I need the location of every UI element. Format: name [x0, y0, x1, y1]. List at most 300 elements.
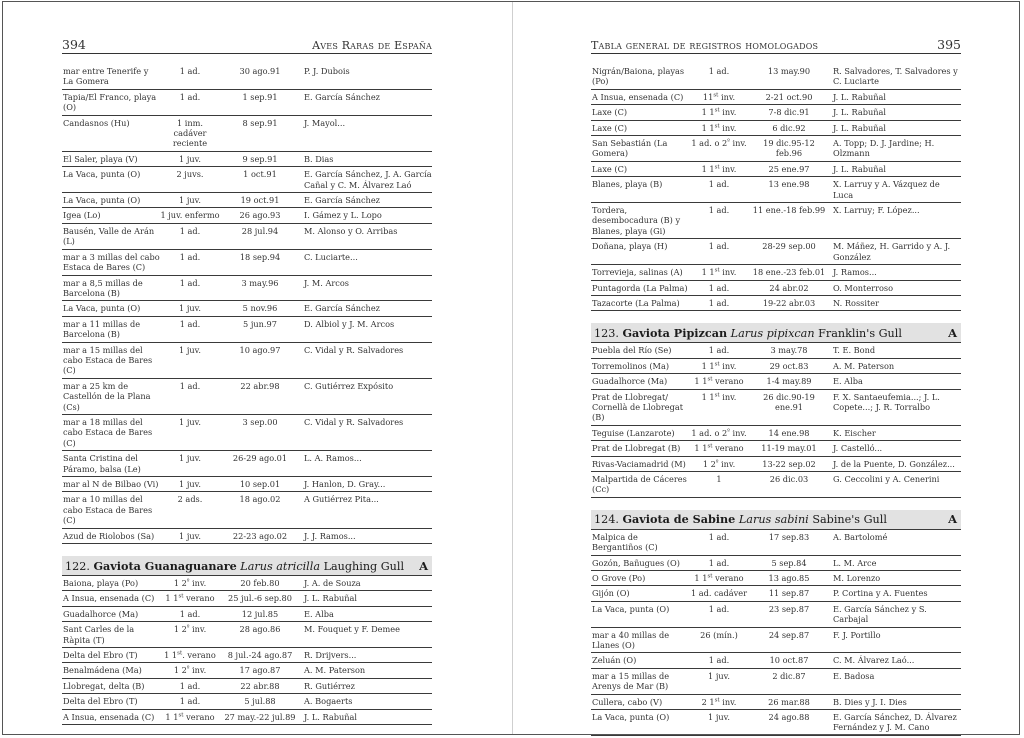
running-title: Aves Raras de España [312, 39, 432, 52]
date-cell: 13-22 sep.02 [762, 458, 816, 469]
date-cell: 12 jul.85 [241, 608, 279, 619]
table-row [591, 426, 961, 441]
date-cell: 1 oct.91 [243, 169, 277, 180]
date-cell: 11 ene.-18 feb.99 [752, 205, 826, 216]
table-row [591, 530, 961, 556]
location-cell: mar a 8,5 millas de Barcelona (B) [63, 277, 143, 298]
location-cell: mar entre Tenerife y La Gomera [63, 66, 149, 87]
date-cell: 3 may.96 [241, 277, 279, 288]
count-cell: 1 ad. [179, 251, 201, 262]
count-cell: 1 ad. [179, 696, 201, 707]
date-cell: 11-19 may.01 [761, 443, 817, 454]
count-cell: 1 ad. cadáver [690, 588, 748, 599]
date-cell: 23 sep.87 [768, 603, 810, 614]
species-latin-name: Larus sabini [738, 513, 809, 527]
observers-cell: G. Ceccolini y A. Cenerini [833, 473, 940, 484]
table-row [591, 281, 961, 296]
table-row [62, 224, 432, 250]
observers-cell: T. E. Bond [833, 345, 876, 356]
observers-cell: R. Drijvers... [304, 650, 357, 661]
species-title [594, 326, 902, 340]
observers-cell: E. García Sánchez, D. Álvarez Fernández y J. M. Cano [833, 712, 957, 733]
count-cell: 1 $2^º$ inv. [173, 624, 207, 635]
location-cell: Puntagorda (La Palma) [592, 282, 688, 293]
location-cell: A Insua, ensenada (C) [63, 711, 155, 722]
date-cell: 22 abr.88 [240, 680, 280, 691]
observers-cell: E. García Sánchez [304, 195, 380, 206]
count-cell: 1 ad. [179, 608, 201, 619]
date-cell: 3 may.78 [770, 345, 808, 356]
date-cell: 20 feb.80 [240, 578, 280, 589]
table-row [591, 710, 961, 736]
location-cell: mar a 15 millas del cabo Estaca de Bares (C) [63, 344, 153, 376]
location-cell: Zeluán (O) [592, 655, 637, 666]
table-row [591, 441, 961, 456]
count-cell: 1 ad. [179, 225, 201, 236]
location-cell: Cullera, cabo (V) [592, 696, 663, 707]
species-header [591, 323, 961, 343]
location-cell: Gozón, Bañugues (O) [592, 557, 680, 568]
date-cell: 24 sep.87 [768, 629, 810, 640]
count-cell: 1 juv. [179, 479, 201, 489]
count-cell: 1 ad. [708, 603, 730, 614]
location-cell: Doñana, playa (H) [592, 241, 668, 252]
count-cell: 1 juv. [179, 195, 201, 206]
species-category: A [419, 558, 428, 573]
date-cell: 26 ago.93 [239, 210, 281, 221]
date-cell: 18 ene.-23 feb.01 [752, 267, 826, 278]
date-cell: 7-8 dic.91 [768, 107, 810, 118]
table-row [591, 265, 961, 280]
table-row [62, 193, 432, 208]
count-cell: 1 juv. [708, 712, 730, 723]
observers-cell: N. Rossiter [833, 297, 880, 308]
table-row [62, 167, 432, 193]
location-cell: La Vaca, punta (O) [63, 195, 141, 206]
count-cell: 1 1st verano [694, 443, 744, 454]
records-table [591, 530, 961, 736]
table-row [591, 628, 961, 654]
location-cell: Teguise (Lanzarote) [592, 427, 675, 438]
observers-cell: J. L. Rabuñal [833, 91, 887, 102]
species-english-name: Sabine's Gull [812, 513, 887, 527]
table-row [591, 669, 961, 695]
date-cell: 28 jul.94 [241, 225, 279, 236]
observers-cell: R. Salvadores, T. Salvadores y C. Luciarte [833, 66, 958, 87]
table-row [62, 679, 432, 694]
count-cell: 1 juv. [179, 416, 201, 427]
species-spanish-name: Gaviota de Sabine [622, 512, 736, 527]
location-cell: Baiona, playa (Po) [63, 578, 139, 589]
observers-cell: C. Luciarte... [304, 251, 358, 262]
count-cell: 2 juvs. [176, 169, 204, 180]
location-cell: mar a 11 millas de Barcelona (B) [63, 318, 141, 340]
observers-cell: P. Cortina y A. Fuentes [833, 588, 928, 599]
location-cell: Malpartida de Cáceres (Cc) [592, 473, 687, 495]
count-cell: 1 juv. [179, 453, 201, 464]
count-cell: 1 1st inv. [701, 360, 737, 371]
observers-cell: J. L. Rabuñal [833, 122, 887, 133]
count-cell: 1 ad. [708, 282, 730, 293]
location-cell: O Grove (Po) [592, 573, 646, 583]
table-row [62, 301, 432, 316]
date-cell: 29 oct.83 [769, 360, 809, 371]
count-cell: 2 ads. [177, 494, 203, 505]
location-cell: mar a 40 millas de Llanes (O) [592, 629, 670, 651]
location-cell: La Vaca, punta (O) [592, 603, 670, 614]
location-cell: Laxe (C) [592, 107, 628, 118]
table-row [62, 529, 432, 544]
table-row [591, 556, 961, 571]
date-cell: 1-4 may.89 [766, 376, 812, 387]
date-cell: 25 jul.-6 sep.80 [228, 593, 292, 604]
table-row [591, 177, 961, 203]
date-cell: 3 sep.00 [242, 416, 278, 427]
location-cell: El Saler, playa (V) [63, 153, 138, 164]
location-cell: Malpica de Bergantiños (C) [592, 531, 658, 553]
count-cell: 1 juv. [179, 344, 201, 355]
observers-cell: K. Eischer [833, 427, 876, 438]
observers-cell: E. García Sánchez [304, 91, 380, 102]
date-cell: 24 ago.88 [768, 712, 810, 723]
observers-cell: R. Gutiérrez [304, 680, 355, 691]
page-gutter [512, 2, 513, 734]
running-head [62, 36, 432, 54]
location-cell: Prat de Llobregat (B) [592, 443, 681, 454]
species-category: A [948, 325, 957, 340]
location-cell: mar al N de Bilbao (Vi) [63, 479, 159, 489]
date-cell: 22-23 ago.02 [232, 530, 288, 541]
date-cell: 5 nov.96 [242, 303, 278, 314]
observers-cell: F. X. Santaeufemia...; J. L. Copete...; J. R. Torralbo [833, 391, 940, 412]
table-row [591, 121, 961, 136]
species-number: 124. [594, 513, 619, 527]
observers-cell: J. L. Rabuñal [833, 107, 887, 118]
observers-cell: D. Albiol y J. M. Arcos [304, 318, 395, 329]
date-cell: 24 abr.02 [769, 282, 809, 293]
table-row [591, 90, 961, 105]
count-cell: 1 1st verano [165, 593, 215, 604]
table-row [62, 607, 432, 622]
species-latin-name: Larus pipixcan [730, 326, 815, 340]
table-row [62, 663, 432, 678]
records-table [591, 343, 961, 497]
date-cell: 10 oct.87 [769, 655, 809, 666]
observers-cell: P. J. Dubois [304, 66, 350, 76]
records-table [62, 64, 432, 544]
table-row [591, 203, 961, 239]
count-cell: 1 ad. [708, 241, 730, 252]
page-number: 394 [62, 37, 86, 52]
observers-cell: X. Larruy y A. Vázquez de Luca [833, 179, 940, 200]
observers-cell: J. L. Rabuñal [304, 593, 358, 604]
date-cell: 26-29 ago.01 [232, 453, 288, 464]
table-row [62, 576, 432, 591]
count-cell: 1 1st inv. [701, 163, 737, 174]
table-row [62, 317, 432, 343]
observers-cell: C. Vidal y R. Salvadores [304, 416, 404, 427]
table-row [591, 457, 961, 472]
observers-cell: J. M. Arcos [304, 277, 349, 288]
count-cell: 1 juv. enfermo [160, 210, 220, 221]
count-cell: 1 1st inv. [701, 107, 737, 118]
count-cell: 1 ad. [179, 277, 201, 288]
observers-cell: J. Ramos... [833, 267, 877, 278]
date-cell: 19 dic.95-12 feb.96 [763, 138, 815, 159]
table-row [591, 695, 961, 710]
count-cell: 1 ad. [708, 557, 730, 568]
date-cell: 11 sep.87 [768, 588, 810, 599]
count-cell: 1 ad. [179, 380, 201, 391]
date-cell: 1 sep.91 [242, 91, 278, 102]
count-cell: 11st inv. [702, 91, 736, 102]
count-cell: 1 ad. o $2^º$ inv. [691, 427, 747, 438]
observers-cell: C. M. Álvarez Laó... [833, 655, 915, 666]
table-row [591, 136, 961, 162]
species-english-name: Franklin's Gull [818, 326, 902, 340]
location-cell: Tazacorte (La Palma) [592, 297, 680, 308]
records-table [591, 64, 961, 311]
date-cell: 17 sep.83 [768, 531, 810, 542]
date-cell: 10 sep.01 [239, 479, 281, 489]
table-row [62, 250, 432, 276]
location-cell: Delta del Ebro (T) [63, 650, 138, 661]
table-row [62, 710, 432, 725]
location-cell: La Vaca, punta (O) [63, 169, 141, 180]
date-cell: 28 ago.86 [239, 624, 281, 635]
date-cell: 13 may.90 [767, 66, 811, 76]
count-cell: 1 ad. [708, 345, 730, 356]
right-page [591, 36, 961, 736]
species-title [594, 512, 887, 526]
location-cell: Laxe (C) [592, 163, 628, 174]
observers-cell: A. M. Paterson [833, 360, 895, 371]
species-latin-name: Larus atricilla [240, 559, 321, 573]
count-cell: 1 ad. [179, 66, 201, 76]
table-row [62, 64, 432, 90]
location-cell: Nigrán/Baiona, playas (Po) [592, 66, 685, 87]
location-cell: Tapia/El Franco, playa (O) [63, 91, 157, 113]
observers-cell: B. Dias [304, 153, 334, 164]
observers-cell: M. Lorenzo [833, 573, 881, 583]
table-row [62, 492, 432, 528]
count-cell: 1 1st verano [694, 376, 744, 387]
date-cell: 14 ene.98 [768, 427, 810, 438]
count-cell: 2 1st inv. [701, 696, 737, 707]
observers-cell: E. García Sánchez [304, 303, 380, 314]
count-cell: 1 1st verano [694, 573, 744, 583]
count-cell: 1 inm. cadáver reciente [172, 117, 208, 149]
count-cell: 1 $2^º$ inv. [173, 665, 207, 676]
species-english-name: Laughing Gull [323, 559, 405, 573]
date-cell: 26 dic.90-19 ene.91 [763, 391, 815, 412]
location-cell: Prat de Llobregat/ Cornellà de Llobregat (B) [592, 391, 684, 423]
date-cell: 27 may.-22 jul.89 [224, 711, 296, 722]
count-cell: 1 ad. o $2^º$ inv. [691, 138, 747, 149]
observers-cell: J. L. Rabuñal [304, 711, 358, 722]
count-cell: 1 ad. [708, 205, 730, 216]
location-cell: Torremolinos (Ma) [592, 360, 670, 371]
observers-cell: E. Alba [304, 608, 334, 619]
count-cell: 1 ad. [708, 655, 730, 666]
count-cell: 1 $2^º$ inv. [702, 458, 736, 469]
table-row [591, 602, 961, 628]
left-page [62, 36, 432, 725]
count-cell: 1 1st. verano [164, 650, 216, 661]
table-row [62, 379, 432, 415]
count-cell: 1 $2^º$ inv. [173, 578, 207, 589]
date-cell: 5 sep.84 [771, 557, 807, 568]
table-row [591, 472, 961, 498]
observers-cell: M. Fouquet y F. Demee [304, 624, 400, 635]
location-cell: A Insua, ensenada (C) [63, 593, 155, 604]
observers-cell: O. Monterroso [833, 282, 894, 293]
location-cell: Torrevieja, salinas (A) [592, 267, 683, 278]
observers-cell: L. M. Arce [833, 557, 877, 568]
count-cell: 1 1st inv. [701, 267, 737, 278]
observers-cell: A. Bogaerts [304, 696, 353, 707]
location-cell: Candasnos (Hu) [63, 117, 130, 128]
table-row [62, 591, 432, 606]
location-cell: Bausén, Valle de Arán (L) [63, 225, 155, 247]
date-cell: 30 ago.91 [239, 66, 281, 76]
count-cell: 1 [716, 473, 722, 484]
observers-cell: A Gutiérrez Pita... [304, 494, 379, 505]
count-cell: 1 ad. [708, 297, 730, 308]
species-header [591, 510, 961, 530]
location-cell: Sant Carles de la Ràpita (T) [63, 624, 135, 645]
date-cell: 5 jul.88 [244, 696, 276, 707]
running-head [591, 36, 961, 54]
count-cell: 1 juv. [179, 153, 201, 164]
date-cell: 26 dic.03 [769, 473, 809, 484]
location-cell: Blanes, playa (B) [592, 179, 663, 190]
date-cell: 13 ene.98 [768, 179, 810, 190]
location-cell: Llobregat, delta (B) [63, 680, 145, 691]
count-cell: 1 juv. [708, 670, 730, 681]
date-cell: 19-22 abr.03 [762, 297, 816, 308]
records-table [62, 576, 432, 725]
observers-cell: J. L. Rabuñal [833, 163, 887, 174]
date-cell: 2-21 oct.90 [765, 91, 813, 102]
location-cell: Guadalhorce (Ma) [592, 376, 668, 387]
location-cell: mar a 25 km de Castellón de la Plana (Cs) [63, 380, 151, 412]
observers-cell: J. de la Puente, D. González... [833, 458, 955, 469]
location-cell: Gijón (O) [592, 588, 630, 599]
observers-cell: A. Topp; D. J. Jardine; H. Olzmann [833, 138, 935, 159]
observers-cell: J. J. Ramos... [304, 530, 356, 541]
count-cell: 1 ad. [708, 66, 730, 76]
date-cell: 18 sep.94 [239, 251, 281, 262]
table-row [591, 571, 961, 586]
table-row [62, 116, 432, 152]
count-cell: 1 ad. [708, 531, 730, 542]
observers-cell: E. Alba [833, 376, 863, 387]
species-spanish-name: Gaviota Pipizcan [622, 325, 728, 340]
species-number: 122. [65, 559, 90, 573]
table-row [62, 90, 432, 116]
location-cell: Benalmádena (Ma) [63, 665, 142, 676]
table-row [62, 343, 432, 379]
date-cell: 25 ene.97 [768, 163, 810, 174]
table-row [62, 694, 432, 709]
table-row [591, 343, 961, 358]
table-row [62, 276, 432, 302]
date-cell: 13 ago.85 [768, 573, 810, 583]
date-cell: 17 ago.87 [239, 665, 281, 676]
date-cell: 8 sep.91 [242, 117, 278, 128]
date-cell: 9 sep.91 [242, 153, 278, 164]
observers-cell: B. Dies y J. I. Dies [833, 696, 907, 707]
date-cell: 18 ago.02 [239, 494, 281, 505]
observers-cell: M. Alonso y O. Arribas [304, 225, 398, 236]
location-cell: mar a 3 millas del cabo Estaca de Bares (C) [63, 251, 160, 273]
count-cell: 1 1st verano [165, 711, 215, 722]
table-row [62, 648, 432, 663]
location-cell: Santa Cristina del Páramo, balsa (Le) [63, 453, 141, 474]
count-cell: 1 ad. [179, 680, 201, 691]
table-row [62, 208, 432, 223]
table-row [591, 374, 961, 389]
table-row [591, 239, 961, 265]
table-row [62, 622, 432, 648]
count-cell: 1 ad. [708, 179, 730, 190]
location-cell: Delta del Ebro (T) [63, 696, 138, 707]
observers-cell: X. Larruy; F. López... [833, 205, 920, 216]
observers-cell: F. J. Portillo [833, 629, 881, 640]
observers-cell: E. García Sánchez, J. A. García Cañal y C. M. Álvarez Laó [304, 169, 432, 190]
observers-cell: M. Máñez, H. Garrido y A. J. González [833, 241, 951, 262]
observers-cell: J. Castelló... [833, 443, 883, 454]
location-cell: mar a 15 millas de Arenys de Mar (B) [592, 670, 670, 692]
location-cell: Azud de Riolobos (Sa) [63, 530, 155, 541]
observers-cell: E. Badosa [833, 670, 875, 681]
observers-cell: L. A. Ramos... [304, 453, 362, 464]
observers-cell: J. A. de Souza [304, 578, 361, 589]
table-row [591, 359, 961, 374]
table-row [62, 451, 432, 477]
location-cell: Puebla del Río (Se) [592, 345, 672, 356]
location-cell: Laxe (C) [592, 122, 628, 133]
location-cell: A Insua, ensenada (C) [592, 91, 684, 102]
count-cell: 1 ad. [179, 318, 201, 329]
table-row [591, 586, 961, 601]
table-row [591, 105, 961, 120]
observers-cell: A. M. Paterson [304, 665, 366, 676]
table-row [591, 162, 961, 177]
species-number: 123. [594, 326, 619, 340]
date-cell: 19 oct.91 [240, 195, 280, 206]
date-cell: 8 jul.-24 ago.87 [227, 650, 293, 661]
date-cell: 28-29 sep.00 [762, 241, 816, 252]
location-cell: Igea (Lo) [63, 210, 101, 221]
species-header [62, 556, 432, 576]
table-row [62, 152, 432, 167]
location-cell: mar a 18 millas del cabo Estaca de Bares (C) [63, 416, 153, 448]
location-cell: mar a 10 millas del cabo Estaca de Bares (C) [63, 494, 153, 526]
count-cell: 1 1st inv. [701, 122, 737, 133]
count-cell: 1 juv. [179, 303, 201, 314]
date-cell: 2 dic.87 [772, 670, 806, 681]
date-cell: 22 abr.98 [240, 380, 280, 391]
location-cell: San Sebastián (La Gomera) [592, 138, 668, 159]
observers-cell: A. Bartolomé [833, 531, 888, 542]
location-cell: La Vaca, punta (O) [592, 712, 670, 723]
location-cell: Rivas-Vaciamadrid (M) [592, 458, 686, 469]
table-row [591, 653, 961, 668]
table-row [62, 477, 432, 492]
species-title [65, 559, 404, 573]
